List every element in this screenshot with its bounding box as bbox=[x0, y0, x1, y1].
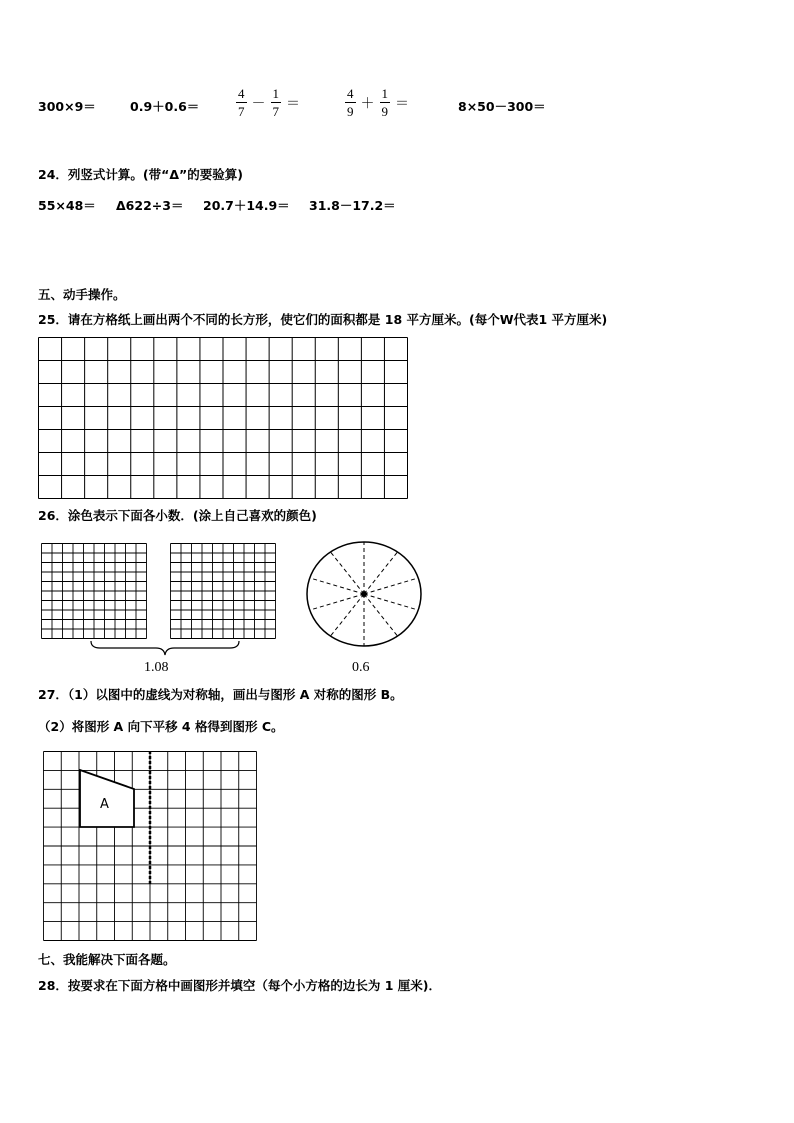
numerator: 4 bbox=[236, 87, 247, 103]
numerator: 1 bbox=[380, 87, 391, 103]
operator: ＋ bbox=[360, 97, 375, 113]
hundred-grid-2[interactable] bbox=[170, 543, 276, 639]
label-0.6: 0.6 bbox=[352, 660, 370, 675]
q26-text: 26．涂色表示下面各小数．(涂上自己喜欢的颜色) bbox=[38, 508, 317, 523]
fraction-expr-1 bbox=[234, 87, 303, 120]
operator: － bbox=[251, 97, 266, 113]
label-1.08: 1.08 bbox=[144, 660, 169, 675]
section-7-heading: 七、我能解决下面各题。 bbox=[38, 952, 176, 967]
equals: ＝ bbox=[395, 97, 409, 113]
circle-10-parts[interactable] bbox=[305, 540, 423, 648]
q24-title: 24．列竖式计算。(带“Δ”的要验算) bbox=[38, 167, 243, 182]
expr-300x9: 300×9＝ bbox=[38, 99, 96, 114]
q27-part1: 27．（1）以图中的虚线为对称轴，画出与图形 A 对称的图形 B。 bbox=[38, 687, 403, 702]
numerator: 1 bbox=[271, 87, 282, 103]
shape-a-label: A bbox=[100, 797, 109, 812]
equals: ＝ bbox=[286, 97, 300, 113]
denominator: 7 bbox=[238, 104, 245, 120]
brace-icon bbox=[90, 640, 240, 656]
q25-text: 25．请在方格纸上画出两个不同的长方形，使它们的面积都是 18 平方厘米。(每个W代表1 平方厘米) bbox=[38, 312, 608, 327]
q27-part2: （2）将图形 A 向下平移 4 格得到图形 C。 bbox=[38, 719, 284, 734]
expr-0.9+0.6: 0.9＋0.6＝ bbox=[130, 99, 200, 114]
q24-expr-2: Δ622÷3＝ bbox=[116, 198, 184, 213]
section-5-heading: 五、动手操作。 bbox=[38, 287, 126, 302]
q24-expr-4: 31.8－17.2＝ bbox=[309, 198, 396, 213]
q24-expr-3: 20.7＋14.9＝ bbox=[203, 198, 290, 213]
denominator: 9 bbox=[381, 104, 388, 120]
numerator: 4 bbox=[345, 87, 356, 103]
fraction-expr-2 bbox=[343, 87, 412, 120]
expr-8x50-300: 8×50－300＝ bbox=[458, 99, 546, 114]
q27-grid[interactable] bbox=[43, 751, 257, 941]
hundred-grid-1[interactable] bbox=[41, 543, 147, 639]
q28-text: 28．按要求在下面方格中画图形并填空（每个小方格的边长为 1 厘米)． bbox=[38, 978, 442, 993]
q25-grid[interactable] bbox=[38, 337, 408, 499]
denominator: 9 bbox=[347, 104, 354, 120]
q24-expr-1: 55×48＝ bbox=[38, 198, 96, 213]
denominator: 7 bbox=[272, 104, 279, 120]
